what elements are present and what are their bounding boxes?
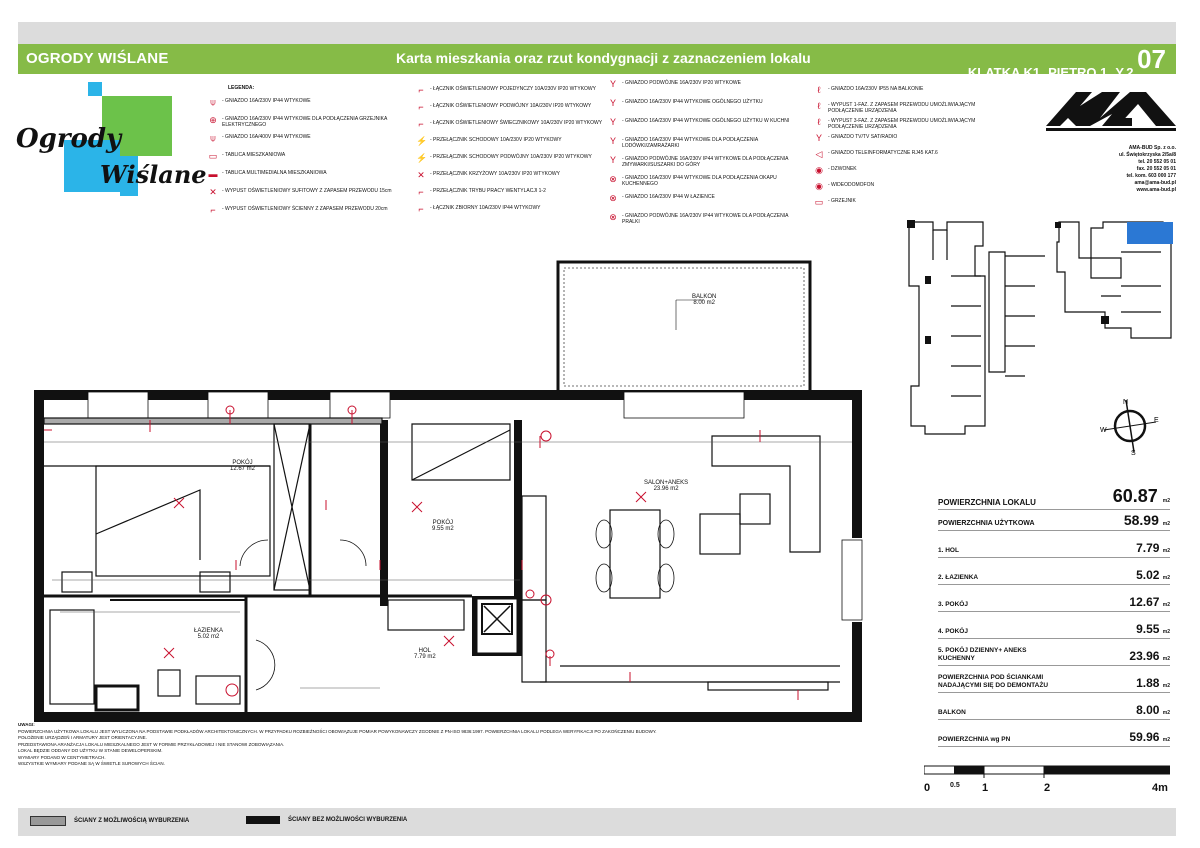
note-item: WYMIARY PODANO W CENTYMETRACH. — [18, 754, 106, 760]
legend-text: - GNIAZDO 16A/230V IP44 WTYKOWE OGÓLNEGO UŻYTKU — [622, 99, 763, 105]
compass-e: E — [1154, 417, 1159, 424]
legend-text: - GNIAZDO 16A/230V IP55 NA BALKONIE — [828, 86, 924, 92]
legend-text: - GNIAZDO PODWÓJNE 16A/230V IP44 WTYKOWE DLA PODŁĄCZENIA PRALKI — [622, 213, 789, 225]
legend-text: - WYPUST 1-FAZ. Z ZAPASEM PRZEWODU UMOŻLIWIAJĄCYM PODŁĄCZENIE URZĄDZENIA — [828, 102, 976, 114]
area-row-value: 23.96 — [1129, 649, 1160, 663]
floor-label: PIĘTRO 1 — [1048, 65, 1108, 80]
brand-name: OGRODY WIŚLANE — [26, 50, 169, 67]
legend-symbol-icon: Y — [609, 79, 616, 89]
legend-text: - ŁĄCZNIK OŚWIETLENIOWY PODWÓJNY 10A/230V IP20 WTYKOWY — [430, 103, 592, 109]
legend-symbol-icon: ⌐ — [418, 102, 424, 112]
legend-symbol-icon: ⊗ — [609, 212, 617, 222]
area-row-value: 7.79 — [1136, 541, 1160, 555]
legend-text: - GNIAZDO PODWÓJNE 16A/230V IP44 WTYKOWE DLA PODŁĄCZENIA ZMYWARKI/SUSZARKI DO GÓRY — [622, 156, 789, 168]
area-row-unit: m2 — [1162, 710, 1170, 716]
note-item: POWIERZCHNIA UŻYTKOWA LOKALU JEST WYLICZONA NA PODSTAWIE PODKŁADÓW ARCHITEKTONICZNYCH. W PRZYPADKU ROZBIEŻNOŚCI OBOWIĄZUJE POMIAR POWYKONAWCZY ZGODNIE Z PN-ISO 9836:1997. POWIERZCHNIA LOKALU PODLEGA WERYFIKACJI PO ZAKOŃCZENIU BUDOWY. — [18, 728, 657, 734]
logo-text-line2: Wiślane — [100, 160, 207, 189]
area-row-value: 9.55 — [1136, 622, 1160, 636]
legend-symbol-icon: Y — [609, 98, 616, 108]
legend-text: - WYPUST OŚWIETLENIOWY ŚCIENNY Z ZAPASEM PRZEWODU 20cm — [222, 206, 388, 212]
note-item: POŁOŻENIE URZĄDZEŃ I ARMATURY JEST ORIENTACYJNE. — [18, 735, 147, 740]
area-row — [938, 612, 1170, 639]
area-row-name: POWIERZCHNIA POD ŚCIANKAMI NADAJĄCYMI SIĘ DO DEMONTAŻU — [938, 674, 1049, 689]
area-row-value: 59.96 — [1129, 730, 1160, 744]
legend-symbol-icon: ⌐ — [418, 187, 424, 197]
area-row-name: 2. ŁAZIENKA — [938, 574, 979, 581]
legend-text: - ŁĄCZNIK ZBIORNY 10A/230V IP44 WTYKOWY — [430, 205, 541, 211]
removable-walls-key: ŚCIANY Z MOŻLIWOŚCIĄ WYBURZENIA — [30, 816, 189, 826]
legend-text: - GNIAZDO TELEINFORMATYCZNE RJ45 KAT.6 — [828, 150, 938, 156]
fixed-walls-key: ŚCIANY BEZ MOŻLIWOŚCI WYBURZENIA — [246, 816, 407, 824]
legend-text: - DZWONEK — [828, 166, 857, 172]
company-line: tel. kom. 603 000 177 — [1126, 173, 1176, 179]
area-row-unit: m2 — [1162, 548, 1170, 554]
scale-label: 0 — [924, 782, 931, 794]
area-row-name: 3. POKÓJ — [938, 601, 968, 608]
legend-text: - GNIAZDO 16A/230V IP44 WTYKOWE OGÓLNEGO UŻYTKU W KUCHNI — [622, 118, 790, 124]
legend-symbol-icon: ◁ — [815, 149, 823, 159]
legend-text: - GNIAZDO 16A/230V IP44 WTYKOWE — [222, 98, 311, 104]
company-line: ul. Świętokrzyska 2/5a/8 — [1119, 152, 1176, 158]
wall-legend — [18, 808, 1176, 836]
legend-symbol-icon: Y — [609, 155, 616, 165]
legend-symbol-icon: ◉ — [815, 165, 823, 175]
legend-symbol-icon: Y — [609, 136, 616, 146]
area-row-unit: m2 — [1162, 575, 1170, 581]
sheet-title: Karta mieszkania oraz rzut kondygnacji z zaznaczeniem lokalu — [396, 50, 811, 66]
area-row — [938, 531, 1170, 558]
legend-symbol-icon: ✕ — [417, 170, 425, 180]
legend-text: - WYPUST OŚWIETLENIOWY SUFITOWY Z ZAPASEM PRZEWODU 15cm — [222, 188, 392, 194]
legend-text: - PRZEŁĄCZNIK KRZYŻOWY 10A/230V IP20 WTYKOWY — [430, 171, 560, 177]
legend-symbol-icon: ⊕ — [209, 115, 217, 125]
legend-text: - GNIAZDO 16A/230V IP44 WTYKOWE DLA PODŁĄCZENIA LODÓWKI/ZAMRAŻARKI — [622, 137, 758, 149]
area-row-name: 1. HOL — [938, 547, 959, 554]
company-line: www.ama-bud.pl — [1136, 187, 1176, 193]
area-row — [938, 666, 1170, 693]
area-row-value: 1.88 — [1136, 676, 1160, 690]
area-row — [938, 558, 1170, 585]
legend-text: - ŁĄCZNIK OŚWIETLENIOWY ŚWIECZNIKOWY 10A/230V IP20 WTYKOWY — [430, 120, 603, 126]
area-row — [938, 639, 1170, 666]
legend-symbol-icon: ◉ — [815, 181, 823, 191]
area-row-unit: m2 — [1162, 737, 1170, 743]
legend-symbol-icon: ▬ — [208, 169, 218, 179]
note-item: PRZEDSTAWIONA ARANŻACJA LOKALU MIESZKALNEGO JEST W FORMIE PRZYKŁADOWEJ I NIE STANOWI ZOBOWIĄZANIA. — [18, 741, 285, 747]
note-item: LOKAL BĘDZIE ODDANY DO UŻYTKU W STANIE DEWELOPERSKIM. — [18, 748, 163, 753]
legend-symbol-icon: ⊗ — [609, 174, 617, 184]
area-row-value: 12.67 — [1129, 595, 1160, 609]
legend-symbol-icon: ⌐ — [418, 204, 424, 214]
area-row-unit: m2 — [1162, 629, 1170, 635]
room-label: BALKON 8.00 m2 — [692, 294, 717, 306]
legend-text: - WYPUST 3-FAZ. Z ZAPASEM PRZEWODU UMOŻLIWIAJĄCYM PODŁĄCZENIE URZĄDZENIA — [828, 118, 976, 130]
area-row-name: 5. POKÓJ DZIENNY+ ANEKS KUCHENNY — [938, 647, 1027, 662]
legend-symbol-icon: Y — [609, 117, 616, 127]
room-label: ŁAZIENKA 5.02 m2 — [194, 628, 224, 640]
area-row-unit: m2 — [1162, 683, 1170, 689]
area-row — [938, 585, 1170, 612]
legend-text: - PRZEŁĄCZNIK SCHODOWY PODWÓJNY 10A/230V IP20 WTYKOWY — [430, 154, 592, 160]
scale-label: 4m — [1152, 782, 1168, 794]
legend-symbol-icon: ⍦ — [210, 133, 216, 143]
area-row-name: POWIERZCHNIA wg PN — [938, 736, 1011, 743]
compass-w: W — [1100, 427, 1107, 434]
company-line: tel. 20 552 05 01 — [1138, 159, 1176, 165]
legend-symbol-icon: ⌐ — [418, 85, 424, 95]
area-row — [938, 720, 1170, 747]
area-row-value: 5.02 — [1136, 568, 1160, 582]
legend-symbol-icon: ℓ — [817, 85, 821, 95]
compass-s: S — [1131, 450, 1136, 456]
room-label: POKÓJ 12.67 m2 — [230, 460, 256, 472]
legend-symbol-icon: ℓ — [817, 117, 821, 127]
scale-label: 1 — [982, 782, 989, 794]
staircase-label: KLATKA K1 — [967, 65, 1041, 80]
scale-label: 0.5 — [950, 782, 960, 789]
unit-prefix: Y.2. — [1115, 65, 1138, 80]
area-usable-row: POWIERZCHNIA UŻYTKOWA 58.99 m2 — [938, 510, 1170, 531]
legend-text: - GNIAZDO PODWÓJNE 16A/230V IP20 WTYKOWE — [622, 80, 741, 86]
compass-n: N — [1123, 399, 1129, 406]
legend-symbol-icon: ⌐ — [418, 119, 424, 129]
scale-label: 2 — [1044, 782, 1051, 794]
legend-symbol-icon: ▭ — [208, 151, 218, 161]
room-label: POKÓJ 9.55 m2 — [432, 520, 454, 532]
area-row-name: BALKON — [938, 709, 966, 716]
area-row — [938, 693, 1170, 720]
legend-text: - GNIAZDO 16A/230V IP44 WTYKOWE DLA PODŁĄCZENIA GRZEJNIKA ELEKTRYCZNEGO — [222, 116, 388, 128]
area-table — [938, 484, 1170, 747]
legend-text: - PRZEŁĄCZNIK SCHODOWY 10A/230V IP20 WTYKOWY — [430, 137, 562, 143]
legend-symbol-icon: ▭ — [814, 197, 824, 207]
legend-symbol-icon: ℓ — [817, 101, 821, 111]
legend-text: - TABLICA MIESZKANIOWA — [222, 152, 286, 158]
balcony-outline — [558, 262, 810, 392]
area-total-row: POWIERZCHNIA LOKALU 60.87 m2 — [938, 484, 1170, 510]
logo-text-line1: Ogrody — [16, 124, 122, 154]
area-row-name: 4. POKÓJ — [938, 628, 968, 635]
legend-text: - GRZEJNIK — [828, 198, 856, 204]
legend-text: - ŁĄCZNIK OŚWIETLENIOWY POJEDYNCZY 10A/230V IP20 WTYKOWY — [430, 86, 596, 92]
legend-symbol-icon: ⚡ — [416, 136, 428, 146]
legend-symbol-icon: ⚡ — [416, 153, 428, 163]
area-row-unit: m2 — [1162, 602, 1170, 608]
legend-symbol-icon: ⊗ — [609, 193, 617, 203]
legend-symbol-icon: ⌐ — [210, 205, 216, 215]
room-label: HOL 7.79 m2 — [414, 648, 436, 660]
legend-text: - GNIAZDO 16A/230V IP44 WTYKOWE DLA PODŁĄCZENIA OKAPU KUCHENNEGO — [622, 175, 777, 187]
company-line: fax. 20 552 05 01 — [1136, 166, 1176, 172]
unit-number: 07 — [1137, 44, 1166, 74]
legend-symbol-icon: ⍦ — [210, 97, 216, 107]
legend-title: LEGENDA: — [228, 85, 255, 91]
area-row-value: 8.00 — [1136, 703, 1160, 717]
company-line: ama@ama-bud.pl — [1134, 180, 1176, 186]
legend-text: - GNIAZDO TV/TV SAT/RADIO — [828, 134, 898, 140]
company-line: AMA-BUD Sp. z o.o. — [1128, 145, 1176, 151]
note-item: WSZYSTKIE WYMIARY PODANE SĄ W ŚWIETLE SUROWYCH ŚCIAN. — [18, 761, 165, 766]
legend-text: - GNIAZDO 16A/230V IP44 W ŁAZIENCE — [622, 194, 715, 200]
notes: UWAGI: POWIERZCHNIA UŻYTKOWA LOKALU JEST WYLICZONA NA PODSTAWIE PODKŁADÓW ARCHITEKTONICZNYCH. W PRZYPADKU ROZBIEŻNOŚCI OBOWIĄZUJE POMIAR POWYKONAWCZY ZGODNIE Z PN-ISO 9836:1997. POWIERZCHNIA LOKALU PODLEGA WERYFIKACJI PO ZAKOŃCZENIU BUDOWY. POŁOŻENIE URZĄDZEŃ I ARMATURY JEST ORIENTACYJNE. PRZEDSTAWIONA ARANŻACJA LOKALU MIESZKALNEGO JEST W FORMIE PRZYKŁADOWEJ I NIE STANOWI ZOBOWIĄZANIA. LOKAL BĘDZIE ODDANY DO UŻYTKU W STANIE DEWELOPERSKIM. WYMIARY PODANO W CENTYMETRACH. WSZYSTKIE WYMIARY PODANE SĄ W ŚWIETLE SUROWYCH ŚCIAN. — [18, 722, 902, 768]
legend-text: - WIDEODOMOFON — [828, 182, 875, 188]
legend-text: - GNIAZDO 16A/400V IP44 WTYKOWE — [222, 134, 311, 140]
legend-symbol-icon: Y — [815, 133, 822, 143]
legend-text: - TABLICA MULTIMEDIALNA MIESZKANIOWA — [222, 170, 327, 176]
area-row-unit: m2 — [1162, 656, 1170, 662]
room-label: SALON+ANEKS 23.96 m2 — [644, 480, 689, 492]
legend-symbol-icon: ✕ — [209, 187, 217, 197]
legend-text: - PRZEŁĄCZNIK TRYBU PRACY WENTYLACJI 1-2 — [430, 188, 546, 194]
